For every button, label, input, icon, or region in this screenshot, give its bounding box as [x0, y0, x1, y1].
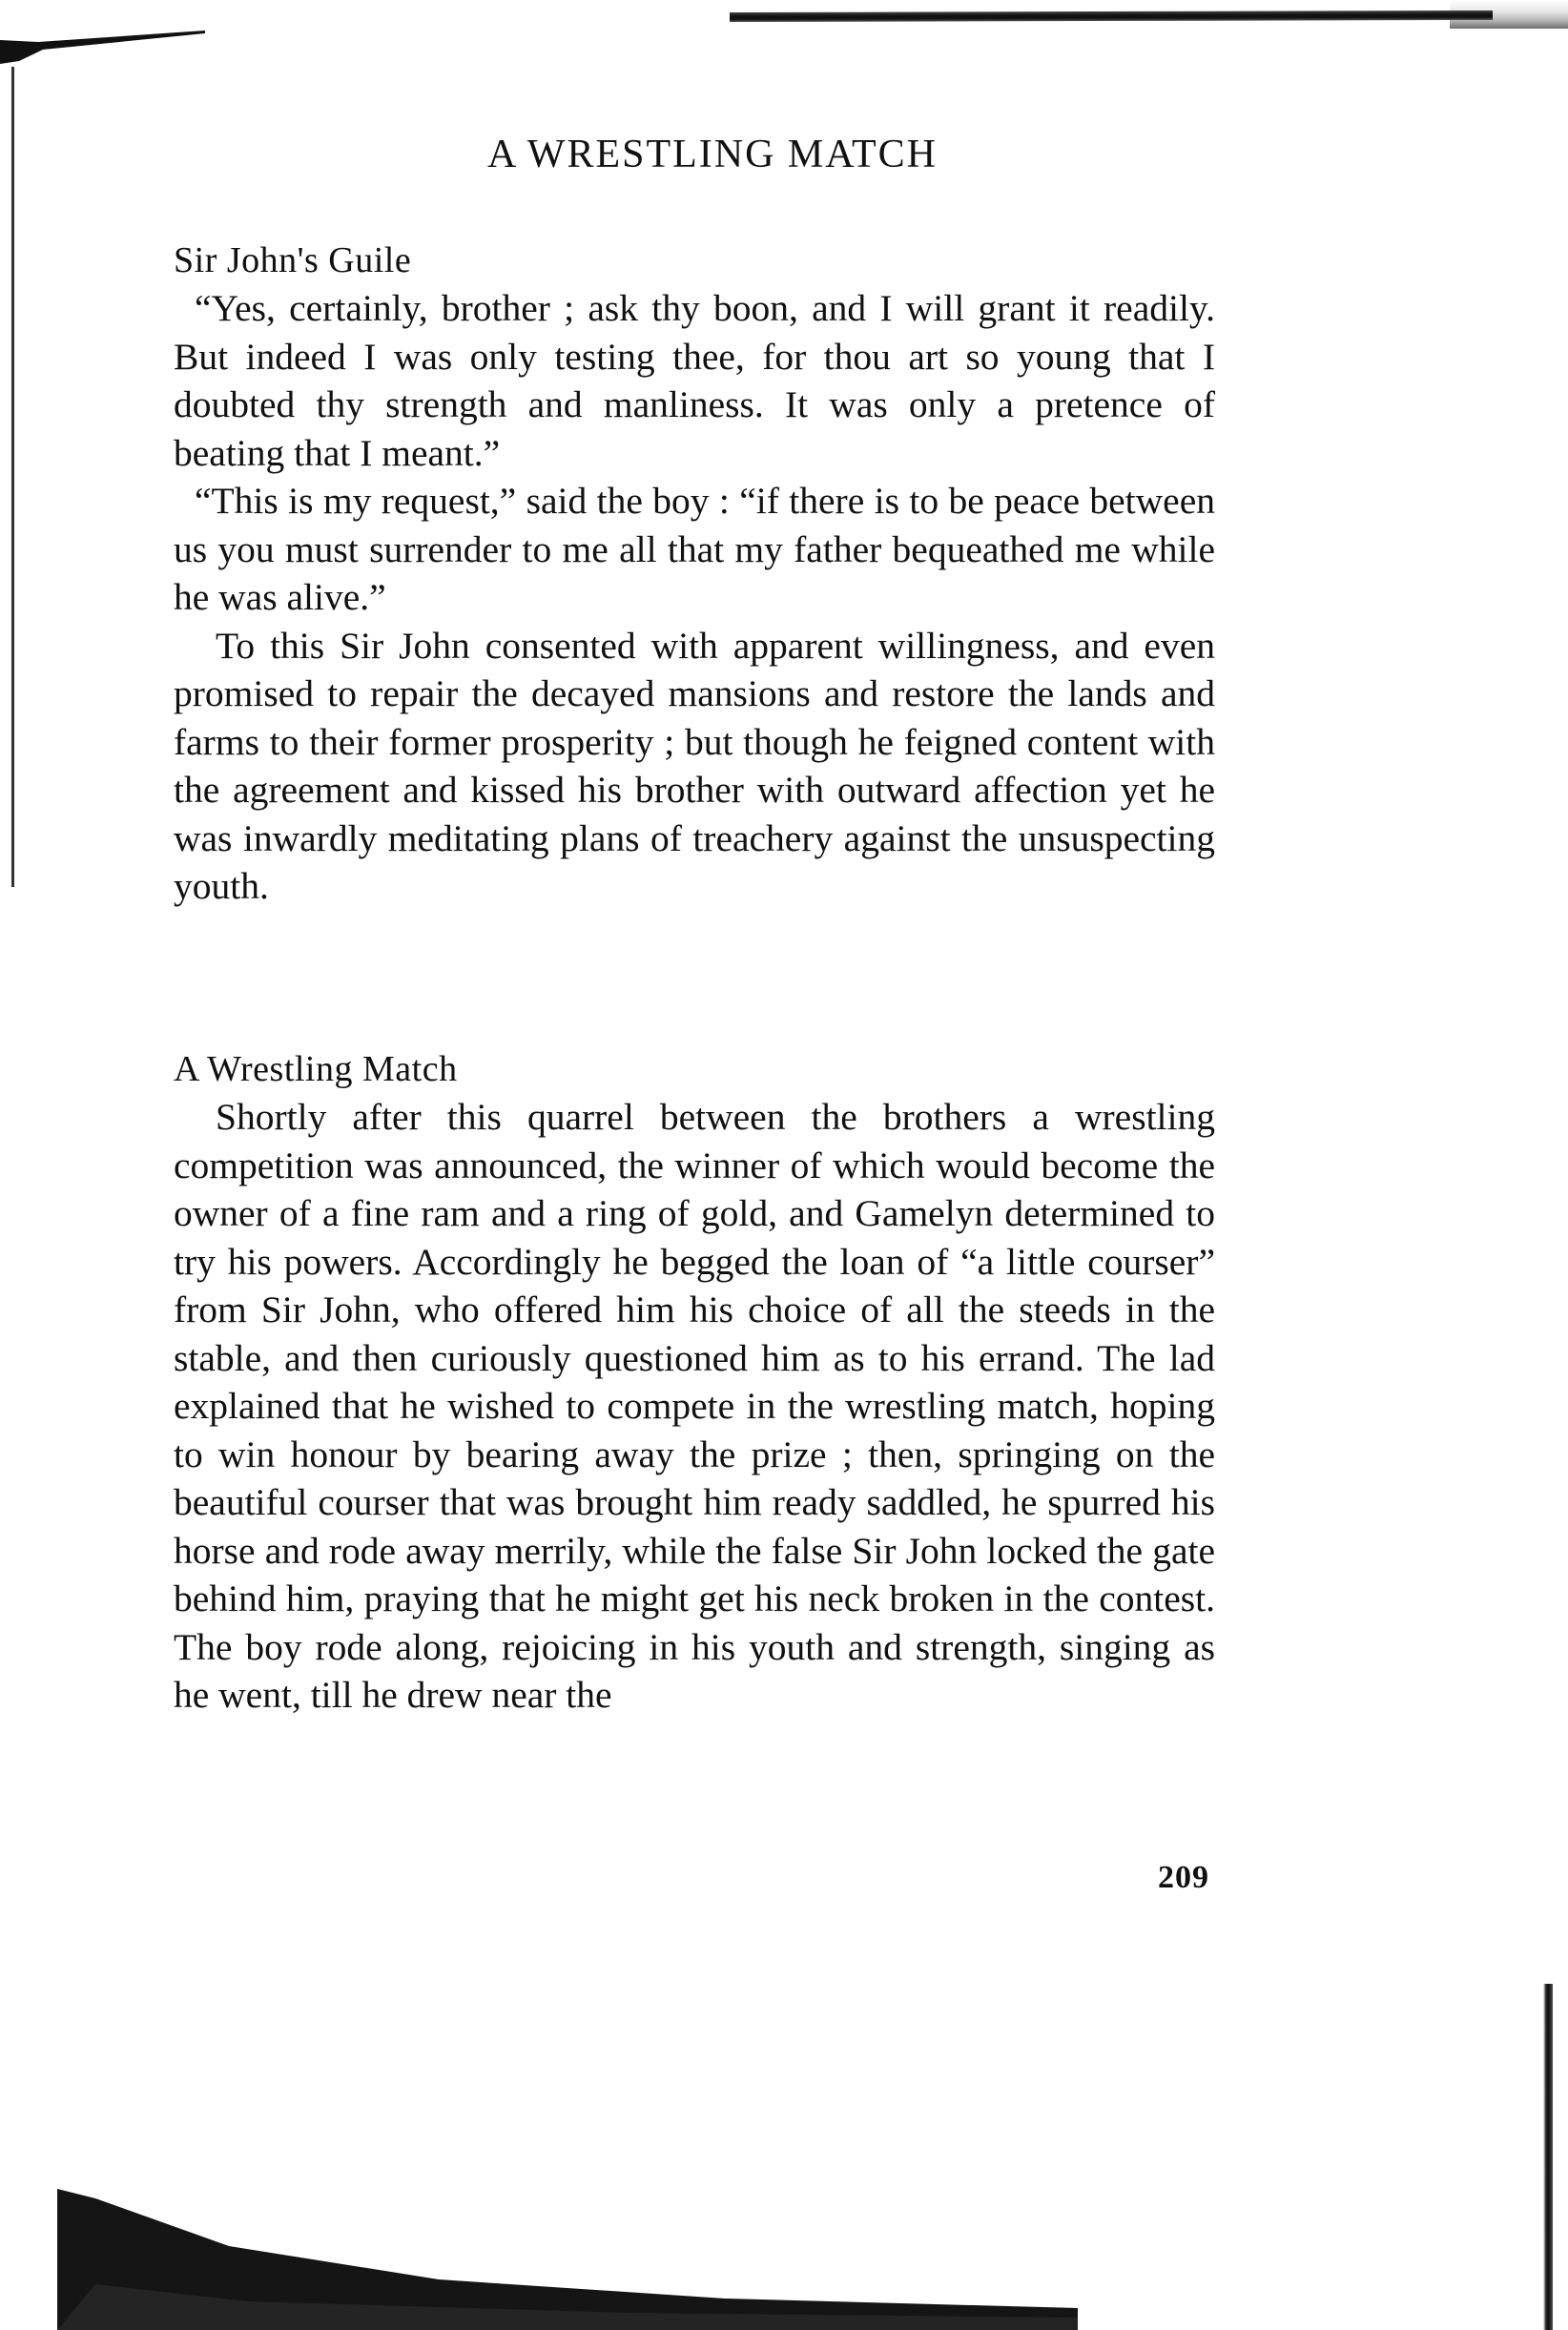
scan-left-line	[11, 67, 14, 887]
scan-right-edge	[1543, 1984, 1553, 2330]
section-heading: A Wrestling Match	[174, 1049, 458, 1089]
section-heading: Sir John's Guile	[174, 240, 412, 280]
paragraph: “Yes, certainly, brother ; ask thy boon, and I will grant it readily. But indeed I was only testing thee, for thou art so young that I doubted thy strength and manliness. It was only a pretence of beating that I meant.”	[174, 287, 1215, 474]
section-a-wrestling-match	[174, 1045, 1215, 1720]
scan-corner-mark	[0, 21, 210, 97]
page-number: 209	[1158, 1860, 1209, 1895]
paragraph: “This is my request,” said the boy : “if there is to be peace between us you must surrender to me all that my father bequeathed me while he was alive.”	[174, 480, 1215, 618]
running-head	[0, 132, 1568, 177]
paragraph: Shortly after this quarrel between the brothers a wrestling competition was announced, the winner of which would become the owner of a fine ram and a ring of gold, and Gamelyn determined to try his powers. Accordingly he begged the loan of “a little courser” from Sir John, who offered him his choice of all the steeds in the stable, and then curiously questioned him as to his errand. The lad explained that he wished to compete in the wrestling match, hoping to win honour by bearing away the prize ; then, springing on the beautiful courser that was brought him ready saddled, he spurred his horse and rode away merrily, while the false Sir John locked the gate behind him, praying that he might get his neck broken in the contest. The boy rode along, rejoicing in his youth and strength, singing as he went, till he drew near the	[174, 1096, 1215, 1716]
running-head-text: A WRESTLING MATCH	[487, 133, 938, 176]
section-sir-johns-guile	[174, 237, 1215, 911]
scan-top-rule	[730, 10, 1493, 22]
paragraph: To this Sir John consented with apparent willingness, and even promised to repair the decayed mansions and restore the lands and farms to their former prosperity ; but though he feigned content with the agreement and kissed his brother with outward affection yet he was inwardly meditating plans of treachery against the unsuspecting youth.	[174, 624, 1215, 907]
scan-bottom-shadow	[57, 2189, 1078, 2330]
